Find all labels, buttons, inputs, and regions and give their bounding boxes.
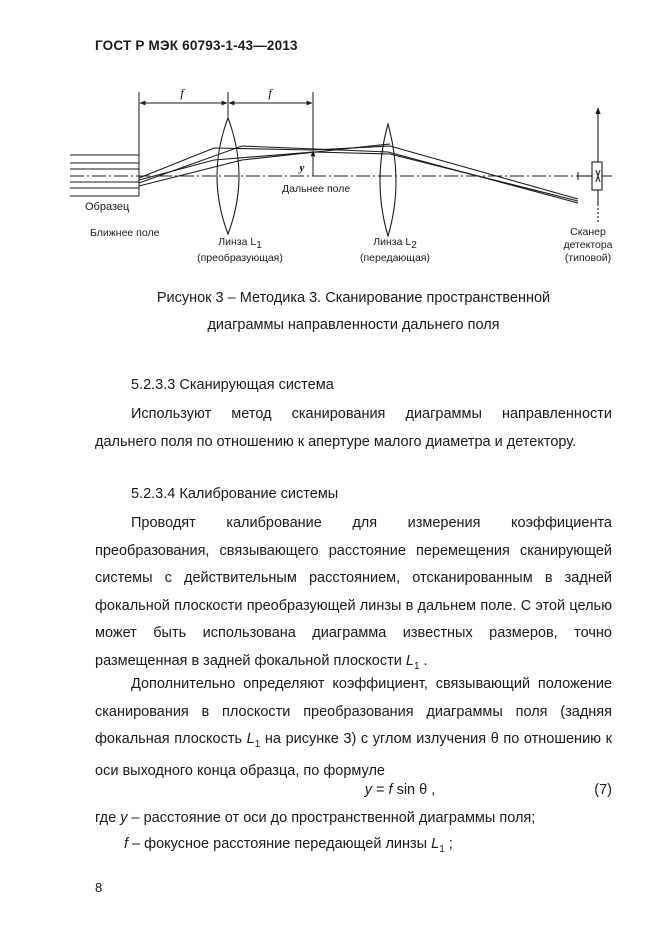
calibration-paragraph-2 [95, 671, 612, 786]
focal-length-label-2: f [268, 86, 272, 100]
near-field-label: Ближнее поле [90, 227, 160, 239]
calibration-text-1: Проводят калибрование для измерения коэффициента преобразования, связывающего расстояние перемещения сканирующей системы с действительным расстоянием, отсканированным в задней фокальной плоскости преобразующей линзы в дальнем поле. С этой целью может быть использована диаграмма известных размеров, точно размещенная в задней фокальной плоскости [95, 515, 612, 669]
def-f-lens: L [431, 836, 440, 852]
focal-dimension-lines [139, 92, 313, 185]
calibration-text-2a: Дополнительно определяют коэффициент, связывающий положение сканирования в плоскости преобразования диаграммы поля (задняя фокальная плоскость [95, 676, 612, 747]
lens-l1-desc: (преобразующая) [197, 252, 283, 265]
def-y-var: y [120, 810, 128, 826]
lens-l2-sub: 2 [411, 240, 417, 252]
definition-y [95, 810, 535, 826]
page-number: 8 [95, 880, 103, 895]
lens-l2-name: Линза L [373, 236, 412, 248]
section-heading-5234: 5.2.3.4 Калибрование системы [131, 486, 339, 502]
def-f-var: f [124, 836, 129, 852]
lens-l1-label [180, 236, 300, 265]
calibration-paragraph-1 [95, 510, 612, 680]
lens-l2-label [340, 236, 450, 265]
lens-ref-l1-sub: 1 [413, 660, 420, 672]
formula-expression [300, 782, 500, 798]
formula-number: (7) [594, 782, 612, 798]
def-f-text: – фокусное расстояние передающей линзы [128, 836, 432, 852]
scanner-line-3: (типовой) [564, 252, 612, 264]
lens-l2-desc: (передающая) [360, 252, 430, 265]
formula-y: y [364, 782, 372, 798]
definition-f [124, 836, 453, 855]
lens-ref-l1-b: L [246, 731, 255, 747]
figure-caption-line-1: Рисунок 3 – Методика 3. Сканирование пространственной [156, 290, 551, 306]
light-rays [139, 144, 578, 203]
scanner-label [548, 226, 628, 265]
detector-scanner [578, 108, 602, 222]
lens-l2 [380, 124, 396, 236]
scanner-line-1: Сканер [570, 226, 606, 238]
section-heading-5233: 5.2.3.3 Сканирующая система [131, 377, 334, 393]
calibration-text-2b: на рисунке 3) с углом излучения θ по отношению к оси выходного конца образца, по формуле [95, 731, 612, 780]
document-header: ГОСТ Р МЭК 60793-1-43—2013 [95, 38, 298, 53]
section-text-5233: Используют метод сканирования диаграммы направленности дальнего поля по отношению к апертуре малого диаметра и детектору. [95, 406, 612, 450]
scanner-line-2: детектора [563, 239, 613, 251]
far-field-label: Дальнее поле [282, 183, 351, 195]
lens-ref-l1: L [405, 652, 414, 669]
calibration-text-1-end: . [419, 652, 428, 669]
formula-eq: = [371, 782, 389, 798]
y-label: y [299, 162, 305, 174]
focal-length-label-1: f [180, 86, 184, 100]
fiber-sample [70, 155, 139, 196]
formula-rhs: sin θ , [392, 782, 436, 798]
sample-label: Образец [85, 201, 130, 213]
lens-l1-sub: 1 [256, 240, 262, 252]
formula-f: f [388, 782, 393, 798]
def-prefix: где [95, 810, 121, 826]
def-y-text: – расстояние от оси до пространственной диаграммы поля; [127, 810, 536, 826]
def-f-lens-sub: 1 [439, 843, 445, 855]
figure-caption-line-2: диаграммы направленности дальнего поля [207, 317, 500, 333]
def-f-end: ; [444, 836, 453, 852]
lens-l1-name: Линза L [218, 236, 257, 248]
lens-ref-l1-b-sub: 1 [254, 738, 261, 750]
